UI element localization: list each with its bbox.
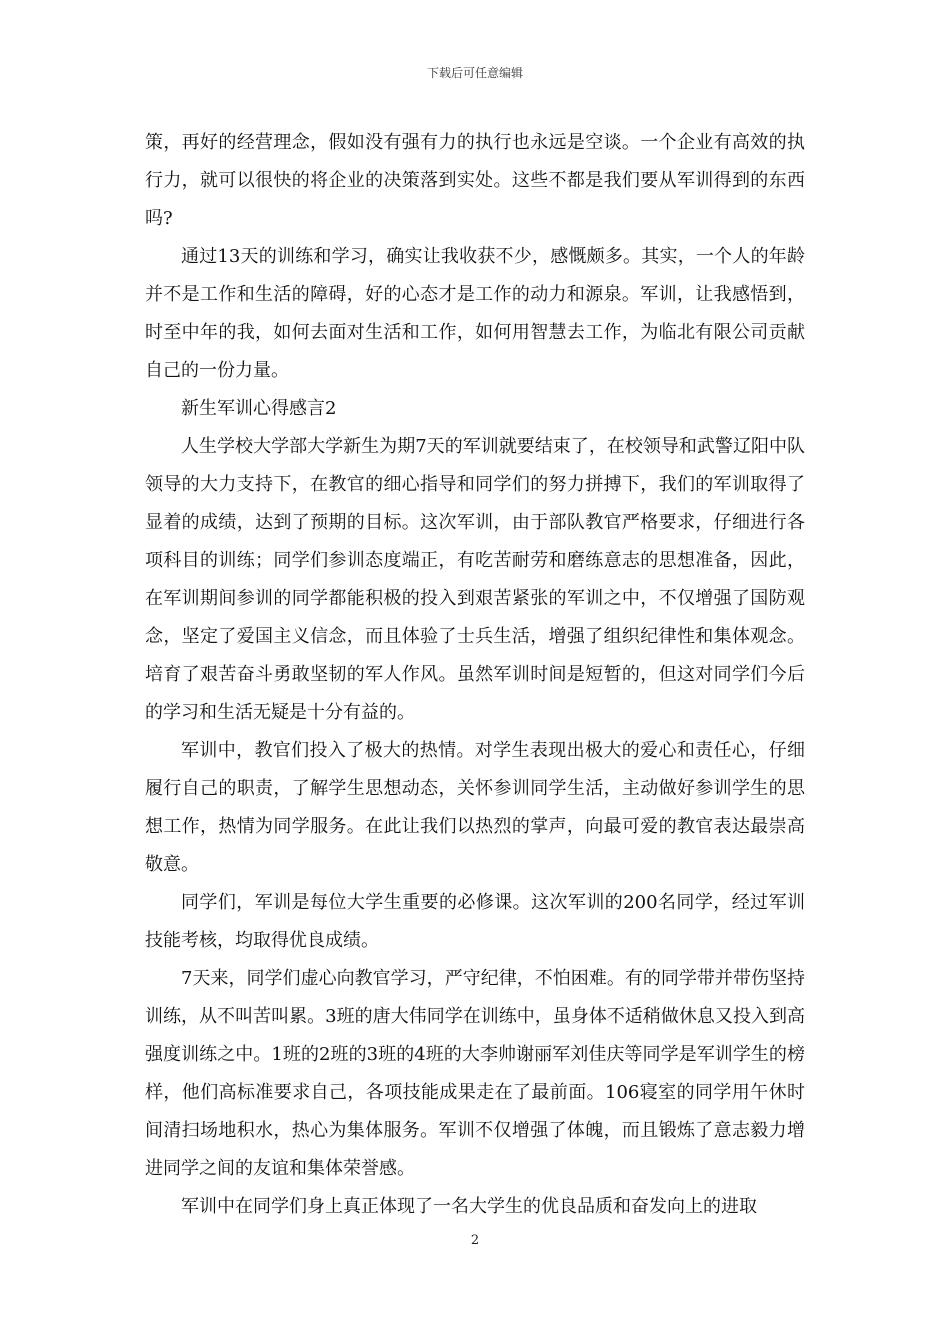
paragraph-4: 军训中，教官们投入了极大的热情。对学生表现出极大的爱心和责任心，仔细履行自己的职责，了解学生思想动态，关怀参训同学生活，主动做好参训学生的思想工作，热情为同学服务。在此让我们以热烈的掌声，向最可爱的教官表达最崇高敬意。 (145, 740, 805, 875)
page-header: 下载后可任意编辑 (426, 66, 523, 80)
document-body (145, 124, 805, 1226)
paragraph-5: 同学们，军训是每位大学生重要的必修课。这次军训的200名同学，经过军训技能考核，均取得优良成绩。 (145, 892, 805, 951)
paragraph-7: 军训中在同学们身上真正体现了一名大学生的优良品质和奋发向上的进取 (181, 1196, 757, 1217)
paragraph-3: 人生学校大学部大学新生为期7天的军训就要结束了，在校领导和武警辽阳中队领导的大力支持下，在教官的细心指导和同学们的努力拼搏下，我们的军训取得了显着的成绩，达到了预期的目标。这次军训，由于部队教官严格要求，仔细进行各项科目的训练；同学们参训态度端正，有吃苦耐劳和磨练意志的思想准备，因此，在军训期间参训的同学都能积极的投入到艰苦紧张的军训之中，不仅增强了国防观念，坚定了爱国主义信念，而且体验了士兵生活，增强了组织纪律性和集体观念。培育了艰苦奋斗勇敢坚韧的军人作风。虽然军训时间是短暂的，但这对同学们今后的学习和生活无疑是十分有益的。 (145, 436, 805, 723)
paragraph-1: 策，再好的经营理念，假如没有强有力的执行也永远是空谈。一个企业有高效的执行力，就可以很快的将企业的决策落到实处。这些不都是我们要从军训得到的东西吗? (145, 132, 805, 229)
paragraph-2: 通过13天的训练和学习，确实让我收获不少，感慨颇多。其实，一个人的年龄并不是工作和生活的障碍，好的心态才是工作的动力和源泉。军训，让我感悟到，时至中年的我，如何去面对生活和工作，如何用智慧去工作，为临北有限公司贡献自己的一份力量。 (145, 246, 805, 381)
section-heading: 新生军训心得感言2 (181, 398, 337, 419)
paragraph-6: 7天来，同学们虚心向教官学习，严守纪律，不怕困难。有的同学带并带伤坚持训练，从不叫苦叫累。3班的唐大伟同学在训练中，虽身体不适稍做休息又投入到高强度训练之中。1班的2班的3班的4班的大李帅谢丽军刘佳庆等同学是军训学生的榜样，他们高标准要求自己，各项技能成果走在了最前面。106寝室的同学用午休时间清扫场地积水，热心为集体服务。军训不仅增强了体魄，而且锻炼了意志毅力增进同学之间的友谊和集体荣誉感。 (145, 968, 805, 1179)
page-number: 2 (470, 1233, 480, 1248)
